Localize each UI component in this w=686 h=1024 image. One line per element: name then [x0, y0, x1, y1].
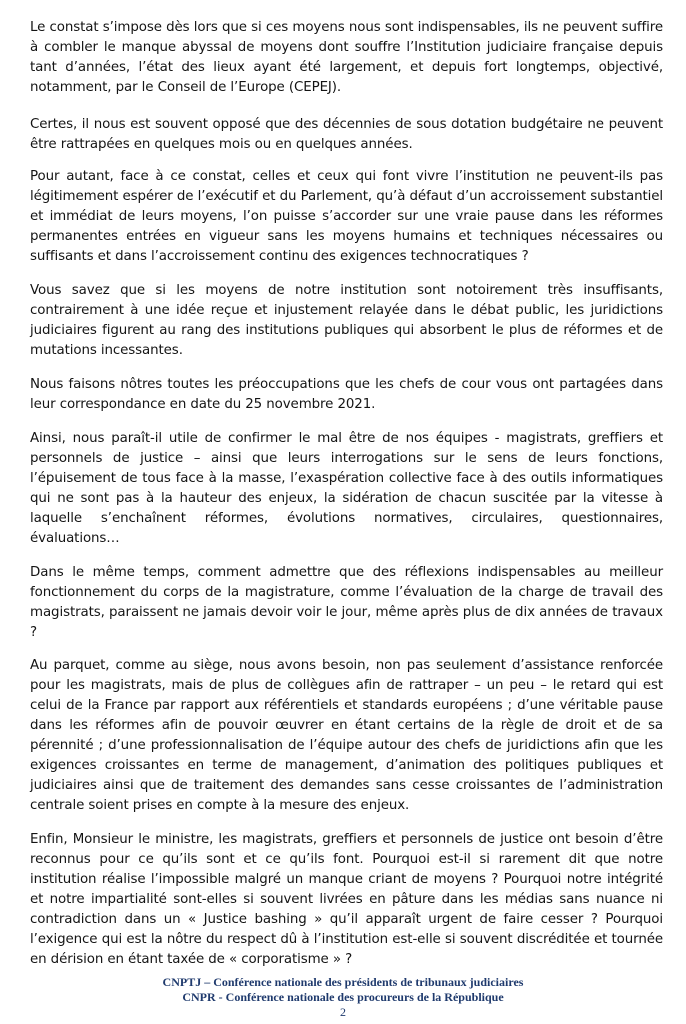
paragraph-7: Dans le même temps, comment admettre que des réflexions indispensables au meilleur fonctionnement du corps de la magistrature, comme l’évaluation de la charge de travail des magistrats, paraissent ne jamais devoir voir le jour, même après plus de dix années de travaux ?: [30, 565, 663, 640]
paragraph-1: Le constat s’impose dès lors que si ces moyens nous sont indispensables, ils ne peuvent suffire à combler le manque abyssal de moyens dont souffre l’Institution judiciaire française depuis tant d’années, l’état des lieux ayant été largement, et depuis fort longtemps, objectivé, notamment, par le Conseil de l’Europe (CEPEJ).: [30, 20, 663, 95]
paragraph-3: Pour autant, face à ce constat, celles et ceux qui font vivre l’institution ne peuvent-ils pas légitimement espérer de l’exécutif et du Parlement, qu’à défaut d’un accroissement substantiel et immédiat de leurs moyens, l’on puisse s’accorder sur une vraie pause dans les réformes permanentes entrées en vigueur sans les moyens humains et techniques nécessaires ou suffisants et dans l’accroissement continu des exigences technocratiques ?: [30, 169, 663, 264]
footer-cnpr: CNPR - Conférence nationale des procureurs de la République: [182, 990, 504, 1004]
paragraph-6: Ainsi, nous paraît-il utile de confirmer le mal être de nos équipes - magistrats, greffiers et personnels de justice – ainsi que leurs interrogations sur le sens de leurs fonctions, l’épuisement de tous face à la masse, l’exaspération collective face à des outils informatiques qui ne sont pas à la hauteur des enjeux, la sidération de chacun suscitée par la vitesse à laquelle s’enchaînent réformes, évolutions normatives, circulaires, questionnaires, évaluations…: [30, 431, 663, 546]
paragraph-4: Vous savez que si les moyens de notre institution sont notoirement très insuffisants, contrairement à une idée reçue et injustement relayée dans le débat public, les juridictions judiciaires figurent au rang des institutions publiques qui absorbent le plus de réformes et de mutations incessantes.: [30, 283, 663, 358]
paragraph-9: Enfin, Monsieur le ministre, les magistrats, greffiers et personnels de justice ont besoin d’être reconnus pour ce qu’ils sont et ce qu’ils font. Pourquoi est-il si rarement dit que notre institution réalise l’impossible malgré un manque criant de moyens ? Pourquoi notre intégrité et notre impartialité sont-elles si souvent livrées en pâture dans les médias sans nuance ni contradiction dans un « Justice bashing » qu’il apparaît urgent de faire cesser ? Pourquoi l’exigence qui est la nôtre du respect dû à l’institution est-elle si souvent discréditée et tournée en dérision en étant taxée de « corporatisme » ?: [30, 832, 663, 967]
page-number: 2: [340, 1005, 346, 1019]
footer-cnptj: CNPTJ – Conférence nationale des présidents de tribunaux judiciaires: [162, 975, 524, 989]
paragraph-2: Certes, il nous est souvent opposé que des décennies de sous dotation budgétaire ne peuvent être rattrapées en quelques mois ou en quelques années.: [30, 117, 663, 152]
paragraph-8: Au parquet, comme au siège, nous avons besoin, non pas seulement d’assistance renforcée pour les magistrats, mais de plus de collègues afin de rattraper – un peu – le retard qui est celui de la France par rapport aux référentiels et standards européens ; d’une véritable pause dans les réformes afin de pouvoir œuvrer en étant certains de la règle de droit et de sa pérennité ; d’une professionnalisation de l’équipe autour des chefs de juridictions afin que les exigences croissantes en terme de management, d’animation des politiques publiques et judiciaires ainsi que de traitement des demandes sans cesse croissantes de l’administration centrale soient prises en compte à la mesure des enjeux.: [30, 658, 663, 813]
paragraph-5: Nous faisons nôtres toutes les préoccupations que les chefs de cour vous ont partagées dans leur correspondance en date du 25 novembre 2021.: [30, 377, 663, 412]
